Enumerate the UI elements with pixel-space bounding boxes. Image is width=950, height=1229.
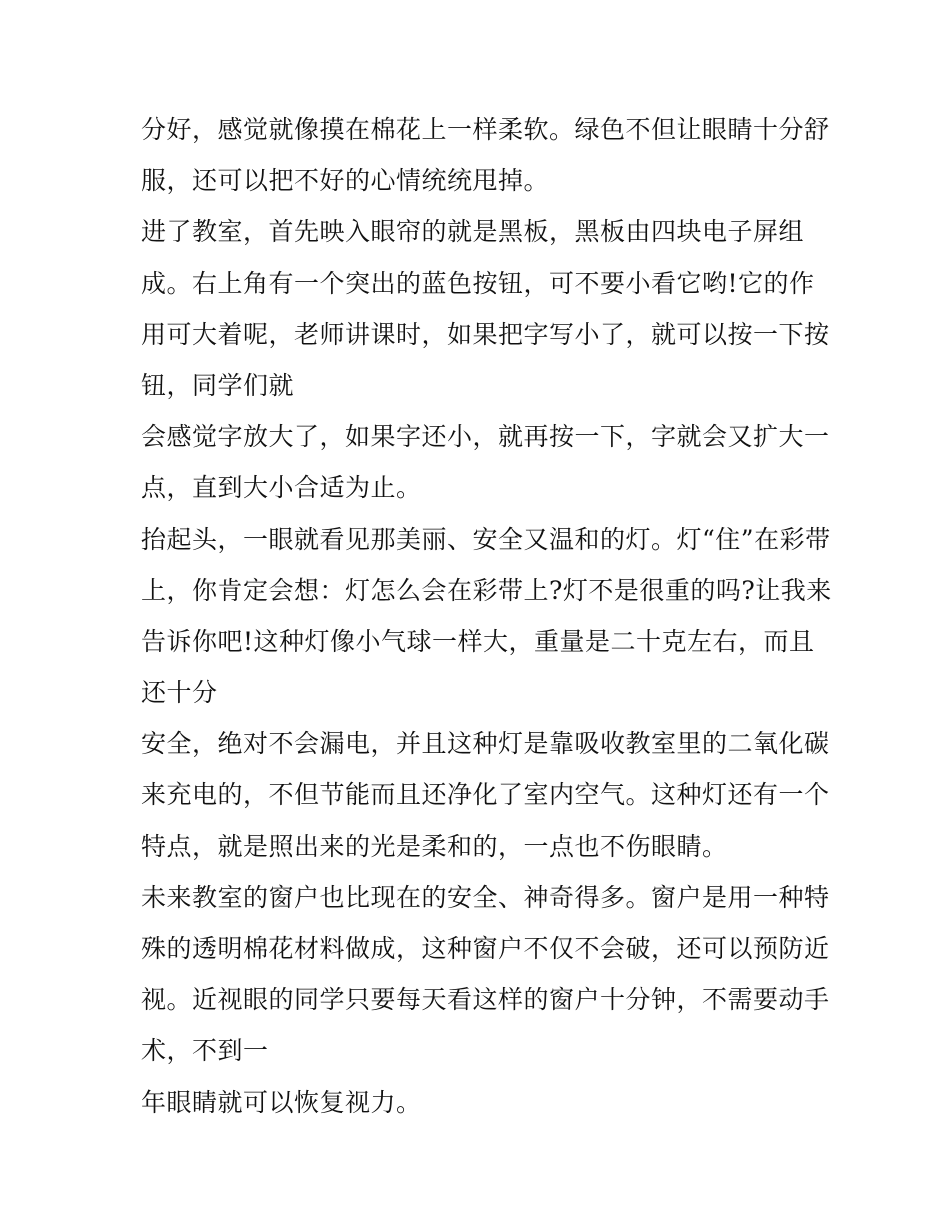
text-line: 还十分 (141, 678, 218, 708)
text-line: 来充电的，不但节能而且还净化了室内空气。这种灯还有一个 (141, 780, 830, 810)
text-line: 会感觉字放大了，如果字还小，就再按一下，字就会又扩大一 (141, 422, 830, 452)
text-line: 未来教室的窗户也比现在的安全、神奇得多。窗户是用一种特 (141, 882, 830, 912)
text-line: 用可大着呢，老师讲课时，如果把字写小了，就可以按一下按 (141, 319, 830, 349)
text-line: 点，直到大小合适为止。 (141, 473, 422, 503)
text-line: 告诉你吧!这种灯像小气球一样大，重量是二十克左右，而且 (141, 626, 815, 656)
text-line: 安全，绝对不会漏电，并且这种灯是靠吸收教室里的二氧化碳 (141, 729, 830, 759)
text-line: 视。近视眼的同学只要每天看这样的窗户十分钟，不需要动手 (141, 985, 830, 1015)
text-line: 服，还可以把不好的心情统统甩掉。 (141, 166, 550, 196)
text-line: 术，不到一 (141, 1036, 269, 1066)
text-line: 年眼睛就可以恢复视力。 (141, 1087, 422, 1117)
text-line: 成。右上角有一个突出的蓝色按钮，可不要小看它哟!它的作 (141, 268, 815, 298)
text-line: 上，你肯定会想：灯怎么会在彩带上?灯不是很重的吗?让我来 (141, 575, 832, 605)
text-line: 分好，感觉就像摸在棉花上一样柔软。绿色不但让眼睛十分舒 (141, 115, 830, 144)
text-line: 特点，就是照出来的光是柔和的，一点也不伤眼睛。 (141, 831, 728, 861)
text-line: 殊的透明棉花材料做成，这种窗户不仅不会破，还可以预防近 (141, 934, 830, 963)
text-line: 进了教室，首先映入眼帘的就是黑板，黑板由四块电子屏组 (141, 217, 805, 247)
body-text (141, 104, 832, 1128)
text-line: 钮，同学们就 (141, 370, 295, 400)
text-line: 抬起头，一眼就看见那美丽、安全又温和的灯。灯“住”在彩带 (141, 524, 831, 554)
